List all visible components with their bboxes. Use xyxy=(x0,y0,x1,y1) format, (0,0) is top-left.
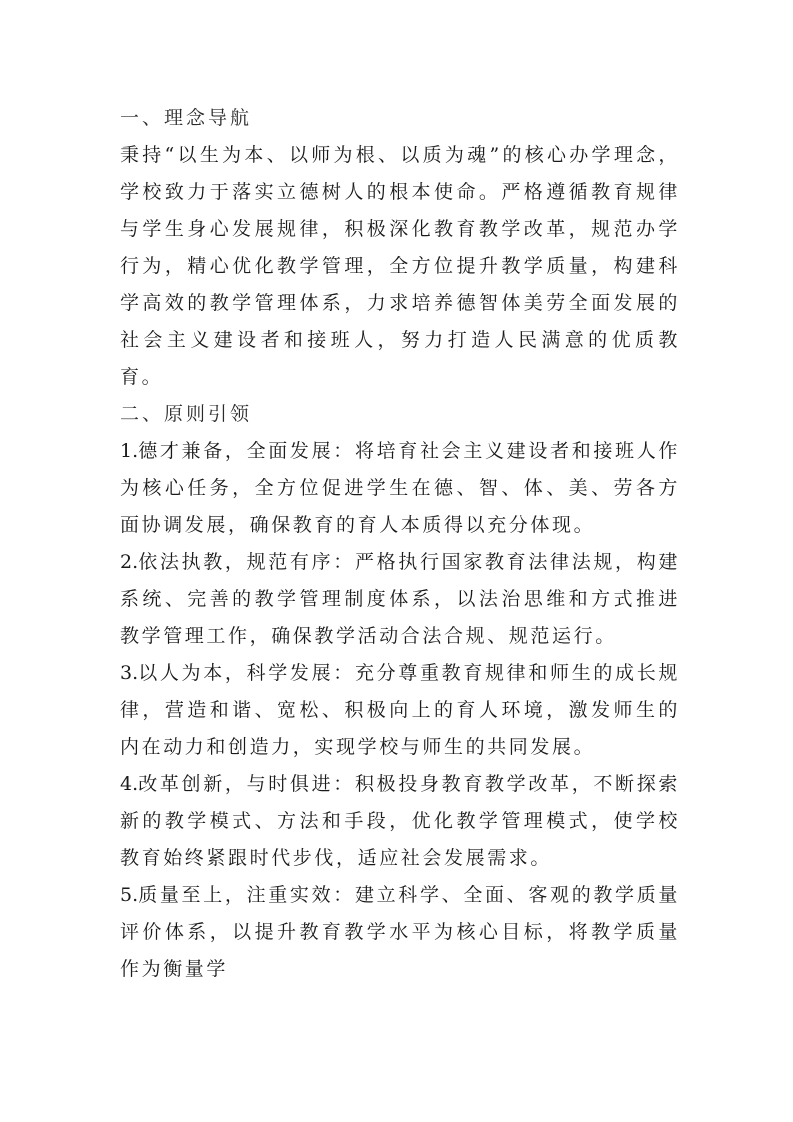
section-heading-philosophy: 一、理念导航 xyxy=(120,107,253,129)
item-text: 以人为本，科学发展：充分尊重教育规律和师生的成长规律，营造和谐、宽松、积极向上的育人环境，激发师生的内在动力和创造力，实现学校与师生的共同发展。 xyxy=(120,662,680,758)
principle-item-1 xyxy=(120,433,680,544)
principle-item-5 xyxy=(120,877,680,988)
principle-item-4 xyxy=(120,766,680,877)
section-heading-principles: 二、原则引领 xyxy=(120,403,253,425)
item-number: 3. xyxy=(120,662,139,684)
principle-item-3 xyxy=(120,655,680,766)
item-text: 质量至上，注重实效：建立科学、全面、客观的教学质量评价体系，以提升教育教学水平为核心目标，将教学质量作为衡量学 xyxy=(120,884,680,980)
item-number: 1. xyxy=(120,440,139,462)
item-text: 依法执教，规范有序：严格执行国家教育法律法规，构建系统、完善的教学管理制度体系，以法治思维和方式推进教学管理工作，确保教学活动合法合规、规范运行。 xyxy=(120,551,680,647)
item-number: 4. xyxy=(120,773,139,795)
item-text: 德才兼备，全面发展：将培育社会主义建设者和接班人作为核心任务，全方位促进学生在德、智、体、美、劳各方面协调发展，确保教育的育人本质得以充分体现。 xyxy=(120,440,680,536)
item-number: 5. xyxy=(120,884,139,906)
principle-item-2 xyxy=(120,544,680,655)
item-number: 2. xyxy=(120,551,139,573)
document-page xyxy=(120,100,680,988)
philosophy-paragraph: 秉持“以生为本、以师为根、以质为魂”的核心办学理念，学校致力于落实立德树人的根本使命。严格遵循教育规律与学生身心发展规律，积极深化教育教学改革，规范办学行为，精心优化教学管理，全方位提升教学质量，构建科学高效的教学管理体系，力求培养德智体美劳全面发展的社会主义建设者和接班人，努力打造人民满意的优质教育。 xyxy=(120,144,680,388)
item-text: 改革创新，与时俱进：积极投身教育教学改革，不断探索新的教学模式、方法和手段，优化教学管理模式，使学校教育始终紧跟时代步伐，适应社会发展需求。 xyxy=(120,773,680,869)
